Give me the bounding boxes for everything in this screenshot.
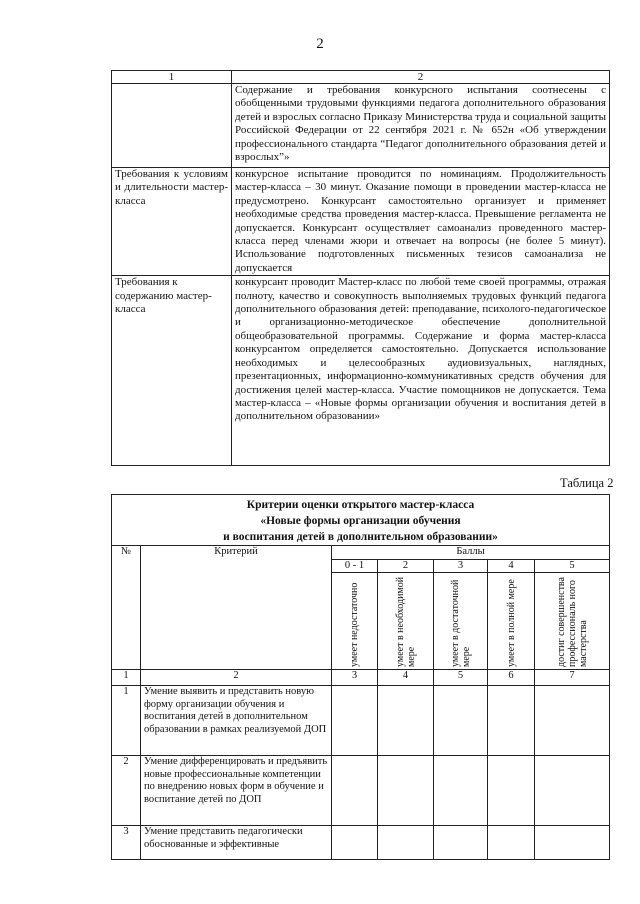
index-cell: 5 bbox=[434, 670, 488, 686]
score-header: 5 bbox=[535, 559, 610, 573]
score-cell[interactable] bbox=[378, 686, 434, 756]
table-row bbox=[112, 168, 610, 276]
score-header: 2 bbox=[378, 559, 434, 573]
table-row bbox=[112, 276, 610, 466]
criterion-number: 1 bbox=[112, 686, 141, 756]
score-cell[interactable] bbox=[535, 826, 610, 860]
criterion-text: Умение выявить и представить новую форму организации обучения и воспитания детей в дополнительном образовании в рамках реализуемой ДОП bbox=[141, 686, 332, 756]
score-cell[interactable] bbox=[434, 756, 488, 826]
score-cell[interactable] bbox=[434, 826, 488, 860]
level-label-cell bbox=[535, 573, 610, 670]
score-cell[interactable] bbox=[332, 686, 378, 756]
row-label: Требования к условиям и длительности мастер-класса bbox=[112, 168, 232, 276]
table-row bbox=[112, 84, 610, 168]
score-cell[interactable] bbox=[488, 686, 535, 756]
row-content: конкурсное испытание проводится по номинациям. Продолжительность мастер-класса – 30 минут. Оказание помощи в проведении мастер-класса не предусмотрено. Конкурсант самостоятельно организует и применяет необходимые средства проведения мастер-класса. Превышение регламента не допускается. Конкурсант осуществляет самоанализ проведенного мастер-класса перед членами жюри и отвечает на вопросы (не более 5 минут). Использование подготовленных письменных тезисов самоанализа не допускается bbox=[232, 168, 610, 276]
score-cell[interactable] bbox=[378, 756, 434, 826]
table-title-row bbox=[112, 495, 610, 546]
index-cell: 7 bbox=[535, 670, 610, 686]
col-criterion-header: Критерий bbox=[141, 546, 332, 670]
index-cell: 6 bbox=[488, 670, 535, 686]
criterion-row bbox=[112, 826, 610, 860]
criterion-text: Умение представить педагогически обоснованные и эффективные bbox=[141, 826, 332, 860]
row-label bbox=[112, 84, 232, 168]
column-header-row bbox=[112, 546, 610, 560]
level-label: умеет в достаточной мере bbox=[449, 579, 472, 668]
row-label: Требования к содержанию мастер-класса bbox=[112, 276, 232, 466]
header-col-2: 2 bbox=[232, 71, 610, 84]
level-label-cell bbox=[488, 573, 535, 670]
level-label: достиг совершенства профессиональ ного мастерства bbox=[555, 577, 589, 668]
table-title bbox=[112, 495, 610, 546]
score-cell[interactable] bbox=[378, 826, 434, 860]
score-cell[interactable] bbox=[535, 756, 610, 826]
table-label: Таблица 2 bbox=[560, 476, 614, 490]
criteria-table bbox=[111, 494, 610, 860]
level-label: умеет в полной мере bbox=[505, 579, 517, 668]
level-label-cell bbox=[434, 573, 488, 670]
criterion-text: Умение дифференцировать и предъявить новые профессиональные компетенции по внедрению новых форм в обучение и воспитание детей по ДОП bbox=[141, 756, 332, 826]
col-num-header: № bbox=[112, 546, 141, 670]
index-row bbox=[112, 670, 610, 686]
level-label: умеет в необходимой мере bbox=[394, 577, 417, 668]
row-content: конкурсант проводит Мастер-класс по любой теме своей программы, отражая полноту, качество и совокупность выполняемых трудовых функций педагога дополнительного образования детей: преподавание, психолого-педагогическое и организационно-методическое обеспечение дополнительной общеобразовательной программы. Содержание и форма мастер-класса конкурсантом определяется самостоятельно. Допускается использование необходимых и целесообразных аудиовизуальных, наглядных, презентационных, информационно-коммуникативных средств обучения для достижения целей мастер-класса. Участие помощников не допускается. Тема мастер-класса – «Новые формы организации обучения и воспитания детей в дополнительном образовании» bbox=[232, 276, 610, 466]
score-header: 3 bbox=[434, 559, 488, 573]
score-cell[interactable] bbox=[488, 756, 535, 826]
score-header: 4 bbox=[488, 559, 535, 573]
level-label-cell bbox=[378, 573, 434, 670]
score-cell[interactable] bbox=[488, 826, 535, 860]
index-cell: 2 bbox=[141, 670, 332, 686]
score-cell[interactable] bbox=[434, 686, 488, 756]
index-cell: 4 bbox=[378, 670, 434, 686]
level-label: умеет недостаточно bbox=[349, 582, 360, 668]
criterion-number: 2 bbox=[112, 756, 141, 826]
index-cell: 3 bbox=[332, 670, 378, 686]
score-cell[interactable] bbox=[332, 826, 378, 860]
row-content: Содержание и требования конкурсного испытания соотнесены с обобщенными трудовыми функциями педагога дополнительного образования детей и взрослых согласно Приказу Министерства труда и социальной защиты Российской Федерации от 22 сентября 2021 г. № 652н «Об утверждении профессионального стандарта “Педагог дополнительного образования детей и взрослых”» bbox=[232, 84, 610, 168]
criterion-row bbox=[112, 686, 610, 756]
title-line: «Новые формы организации обучения bbox=[260, 515, 461, 527]
header-col-1: 1 bbox=[112, 71, 232, 84]
criterion-row bbox=[112, 756, 610, 826]
criterion-number: 3 bbox=[112, 826, 141, 860]
table-header-row bbox=[112, 71, 610, 84]
col-points-header: Баллы bbox=[332, 546, 610, 560]
title-line: Критерии оценки открытого мастер-класса bbox=[246, 499, 475, 511]
page-number: 2 bbox=[316, 36, 324, 52]
title-line: и воспитания детей в дополнительном образовании» bbox=[223, 531, 498, 543]
level-label-cell bbox=[332, 573, 378, 670]
index-cell: 1 bbox=[112, 670, 141, 686]
score-header: 0 - 1 bbox=[332, 559, 378, 573]
score-cell[interactable] bbox=[535, 686, 610, 756]
score-cell[interactable] bbox=[332, 756, 378, 826]
requirements-table bbox=[111, 70, 610, 466]
